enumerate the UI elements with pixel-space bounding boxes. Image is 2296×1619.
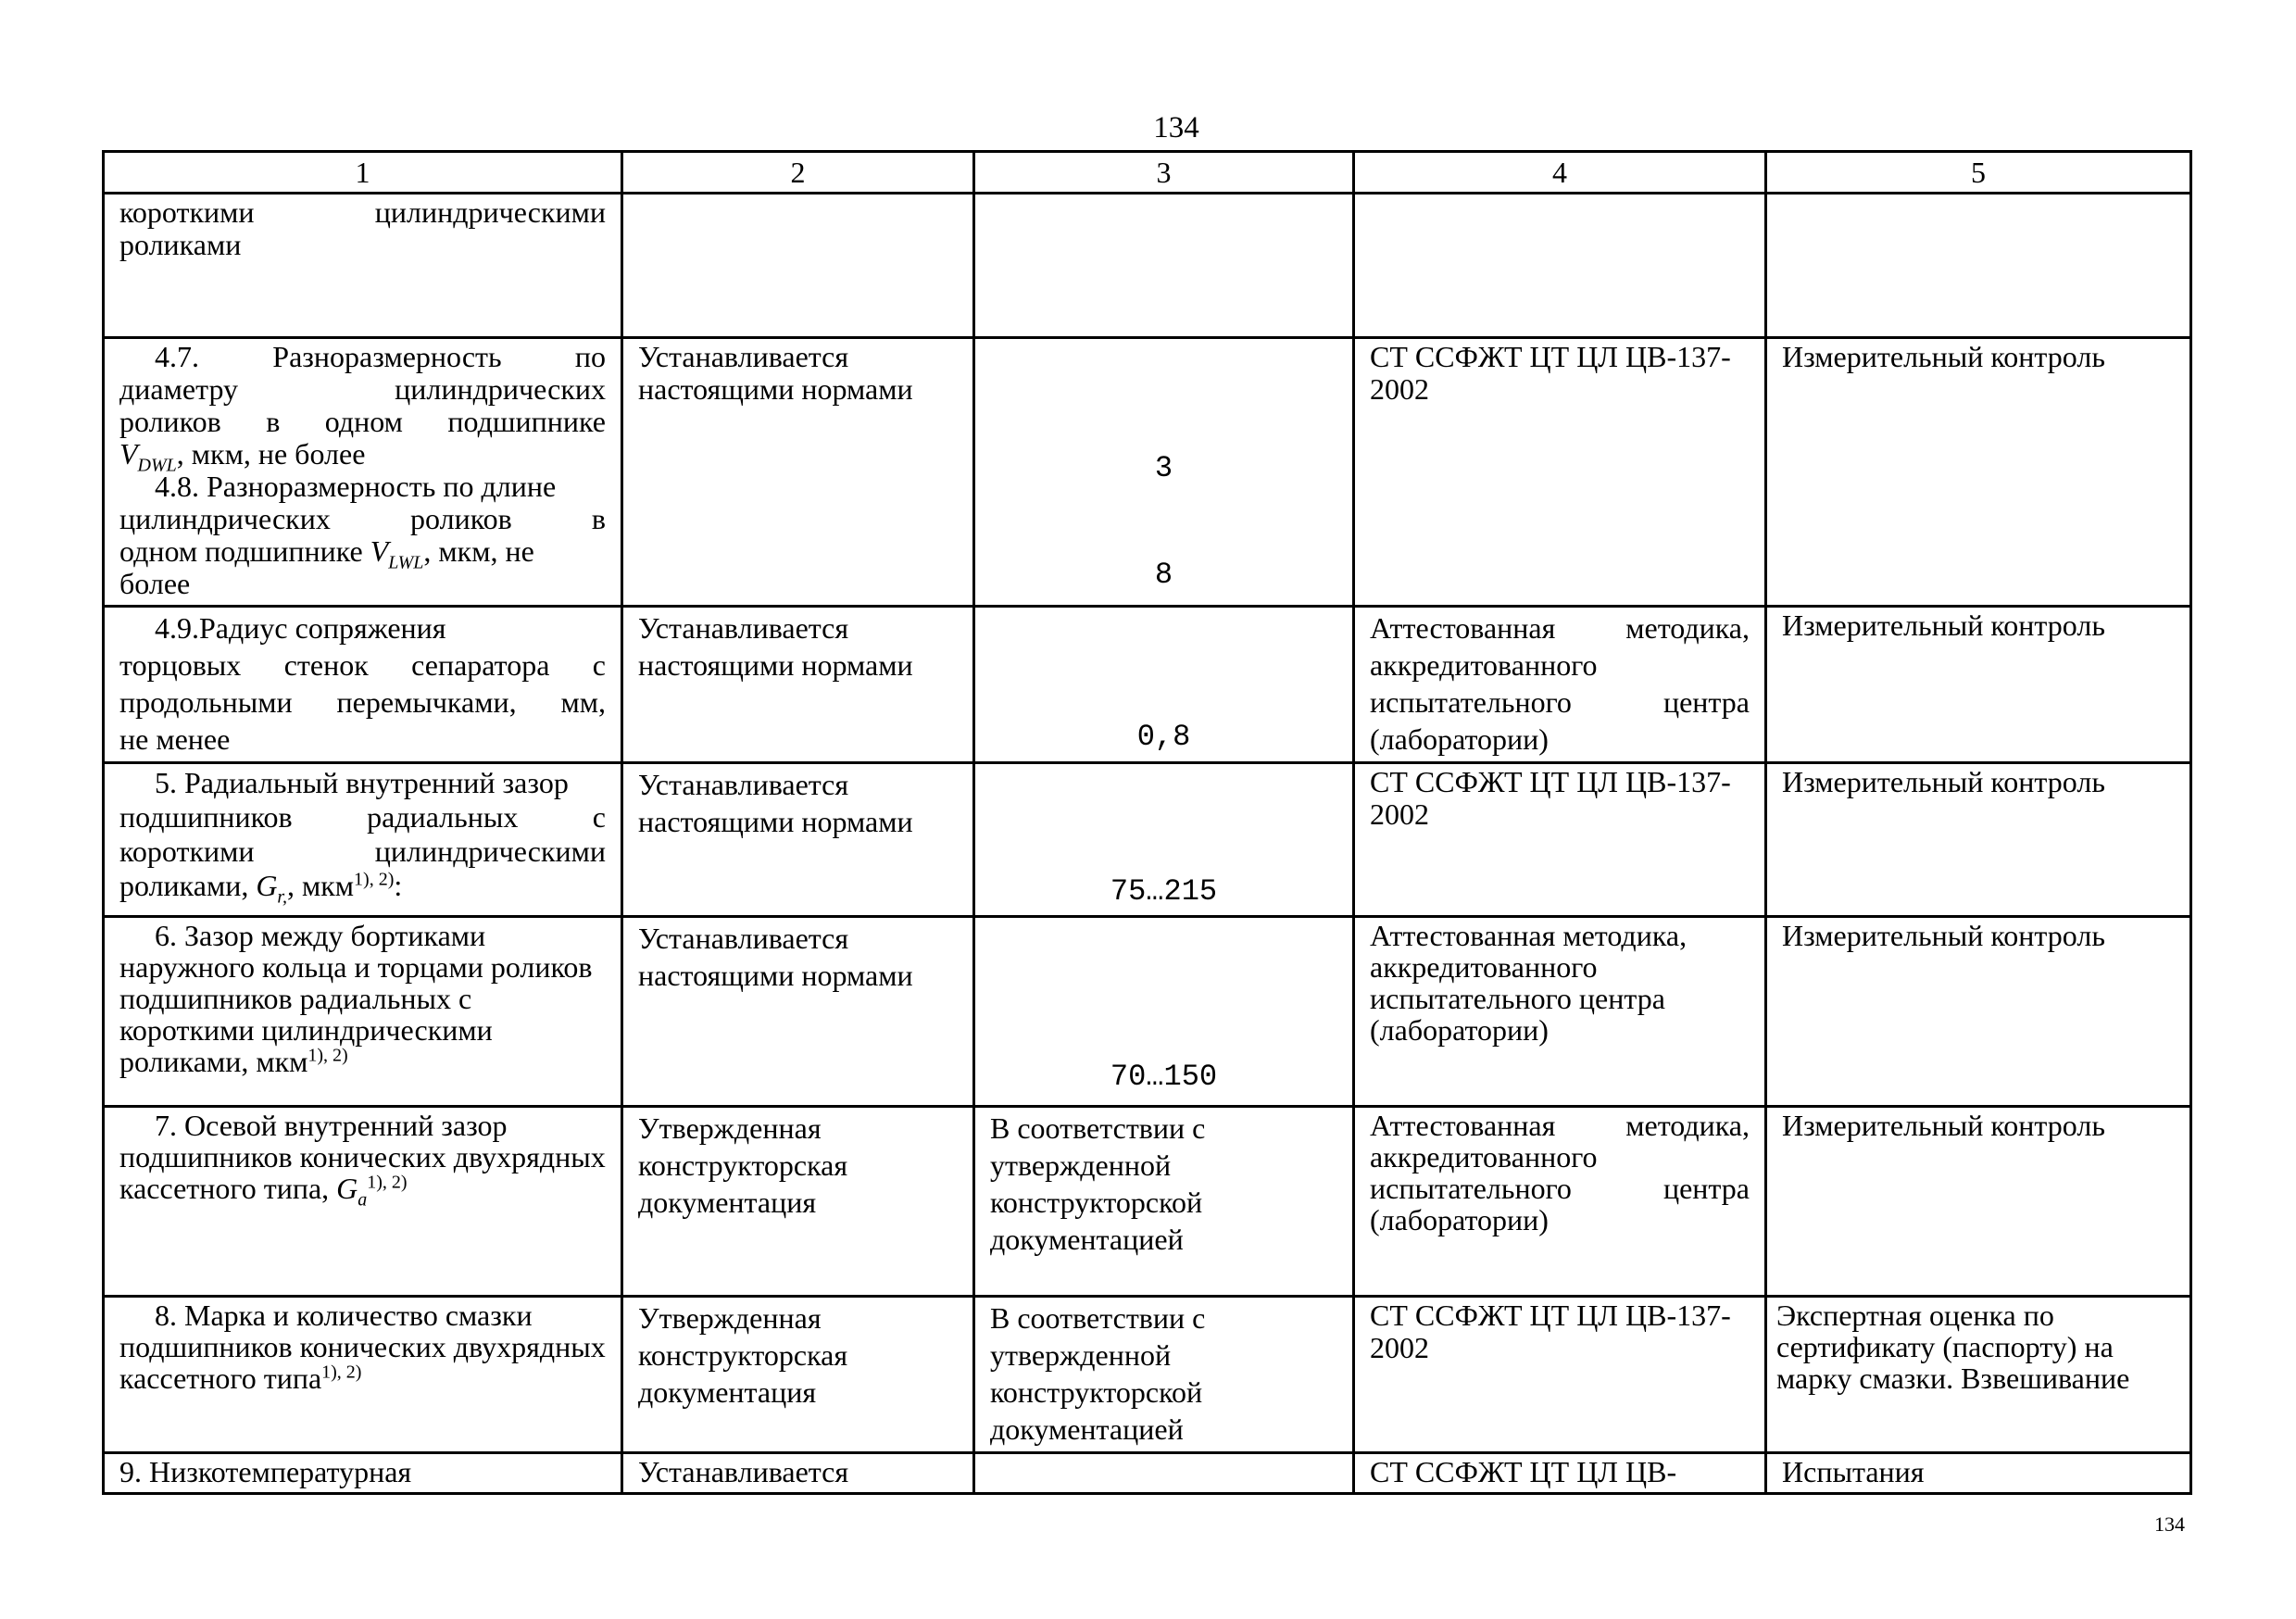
symbol-subscript: LWL [388,552,424,573]
norm-value-cell [974,607,1354,763]
norm-value: 75…215 [1110,874,1218,909]
parameter-text: короткими цилиндрическими [119,835,606,868]
parameter-cell [104,1453,622,1494]
method-cell: Аттестованная методика, аккредитованного испытательного центра (лаборатории) [1354,917,1766,1107]
norm-value: 70…150 [1110,1060,1218,1094]
norm-value-cell [974,194,1354,338]
control-type-cell: Измерительный контроль [1766,917,2191,1107]
parameter-text: цилиндрических роликов в [119,502,606,535]
parameter-text: одном подшипнике [119,534,370,568]
parameter-cell [104,1297,622,1453]
parameter-text: цилиндрическими роликами, [119,1013,493,1078]
symbol: G [336,1172,358,1205]
parameter-text: подшипников конических [119,1330,446,1363]
parameter-text [336,1172,408,1211]
parameter-cell [104,1107,622,1297]
parameter-text: роликов подшипников [119,950,593,1015]
method-cell: СТ ССФЖТ ЦТ ЦЛ ЦВ- [1354,1453,1766,1494]
method-cell: СТ ССФЖТ ЦТ ЦЛ ЦВ-137-2002 [1354,1297,1766,1453]
parameter-text: 7. Осевой внутренний зазор [155,1109,508,1142]
corner-page-number: 134 [2154,1512,2185,1536]
control-type-cell: Измерительный контроль [1766,338,2191,607]
parameter-text: 8. Марка и количество смазки [155,1299,533,1332]
norm-source-cell: Устанавливается настоящими нормами [622,763,974,917]
column-header-4: 4 [1354,152,1766,194]
control-type-cell: Измерительный контроль [1766,763,2191,917]
column-header-2: 2 [622,152,974,194]
symbol: V [370,534,389,568]
parameter-cell [104,194,622,338]
parameter-text [119,534,606,573]
parameter-text: роликами, [119,869,257,902]
parameter-cell [104,917,622,1107]
parameter-text: роликами [119,228,242,261]
norm-source-cell: Утвержденная конструкторская документация [622,1107,974,1297]
method-cell: СТ ССФЖТ ЦТ ЦЛ ЦВ-137-2002 [1354,338,1766,607]
symbol-subscript: DWL [137,455,177,476]
parameter-text: двухрядных кассетного типа [119,1330,606,1395]
table-row [104,338,2191,607]
parameter-text: , мкм, не [423,534,534,568]
parameter-cell [104,607,622,763]
parameter-text: более [119,567,191,600]
norm-source-cell: Утвержденная конструкторская документация [622,1297,974,1453]
column-header-1: 1 [104,152,622,194]
control-type-cell: Испытания [1766,1453,2191,1494]
symbol-subscript: a [358,1189,368,1211]
parameter-text: 5. Радиальный внутренний зазор [155,766,569,799]
norm-value-cell: В соответствии с утвержденной конструкторской документацией [974,1297,1354,1453]
parameter-text: 4.9.Радиус сопряжения [155,611,446,645]
method-cell [1354,194,1766,338]
requirements-table [102,150,2192,1495]
parameter-cell [104,338,622,607]
parameter-text: мкм [256,1045,308,1078]
header-row [104,152,2191,194]
norm-value-cell [974,1453,1354,1494]
parameter-text: двухрядных кассетного типа, [119,1140,606,1205]
parameter-text: торцовых стенок сепаратора с [119,648,606,682]
table-row [104,194,2191,338]
norm-value-cell [974,917,1354,1107]
footnote-ref: 1), 2) [321,1362,362,1383]
footnote-ref: 1), 2) [367,1172,408,1193]
norm-value-cell [974,763,1354,917]
control-type-cell: Экспертная оценка по сертификату (паспорту) на марку смазки. Взвешивание [1766,1297,2191,1453]
table-row [104,917,2191,1107]
column-header-5: 5 [1766,152,2191,194]
parameter-text: наружного кольца и торцами [119,950,483,984]
parameter-text: подшипников конических [119,1140,446,1173]
table-row [104,1107,2191,1297]
control-type-cell [1766,194,2191,338]
parameter-text: , мкм [287,869,355,902]
symbol: V [119,437,138,471]
parameter-text [119,869,606,908]
norm-value: 8 [1154,558,1173,592]
parameter-text [119,437,606,476]
footnote-ref: 1), 2) [354,869,395,890]
method-cell: СТ ССФЖТ ЦТ ЦЛ ЦВ-137-2002 [1354,763,1766,917]
column-header-3: 3 [974,152,1354,194]
symbol: G [256,869,278,902]
parameter-text: продольными перемычками, мм, [119,685,606,719]
parameter-text: радиальных с короткими [119,982,472,1047]
norm-source-cell: Устанавливается настоящими нормами [622,917,974,1107]
norm-value-cell [974,338,1354,607]
parameter-text: короткими цилиндрическими [119,195,606,229]
control-type-cell: Измерительный контроль [1766,607,2191,763]
table-row [104,763,2191,917]
control-type-cell: Измерительный контроль [1766,1107,2191,1297]
parameter-text: 4.7. Разноразмерность по [155,340,606,373]
table-row [104,607,2191,763]
parameter-text: , мкм, не более [176,437,366,471]
parameter-text: не менее [119,722,231,756]
parameter-text: 4.8. Разноразмерность по длине [155,470,557,503]
norm-source-cell [622,194,974,338]
norm-value: 3 [1154,451,1173,485]
table-row [104,1453,2191,1494]
table-row [104,1297,2191,1453]
norm-source-cell: Устанавливается настоящими нормами [622,338,974,607]
symbol-subscript: r, [277,886,287,908]
parameter-text: роликов в одном подшипнике [119,405,606,438]
parameter-text: 9. Низкотемпературная [119,1455,412,1488]
norm-source-cell: Устанавливается [622,1453,974,1494]
page-number: 134 [1153,111,1199,144]
method-cell: Аттестованная методика, аккредитованного испытательного центра (лаборатории) [1354,1107,1766,1297]
parameter-text: 6. Зазор между бортиками [155,919,486,952]
norm-value-cell: В соответствии с утвержденной конструкторской документацией [974,1107,1354,1297]
parameter-text [256,1045,347,1078]
norm-source-cell: Устанавливается настоящими нормами [622,607,974,763]
method-cell: Аттестованная методика, аккредитованного испытательного центра (лаборатории) [1354,607,1766,763]
norm-value: 0,8 [1136,720,1191,754]
parameter-text: : [394,869,403,902]
parameter-text: подшипников радиальных с [119,800,606,834]
parameter-text: диаметру цилиндрических [119,372,606,406]
footnote-ref: 1), 2) [307,1045,348,1066]
parameter-cell [104,763,622,917]
